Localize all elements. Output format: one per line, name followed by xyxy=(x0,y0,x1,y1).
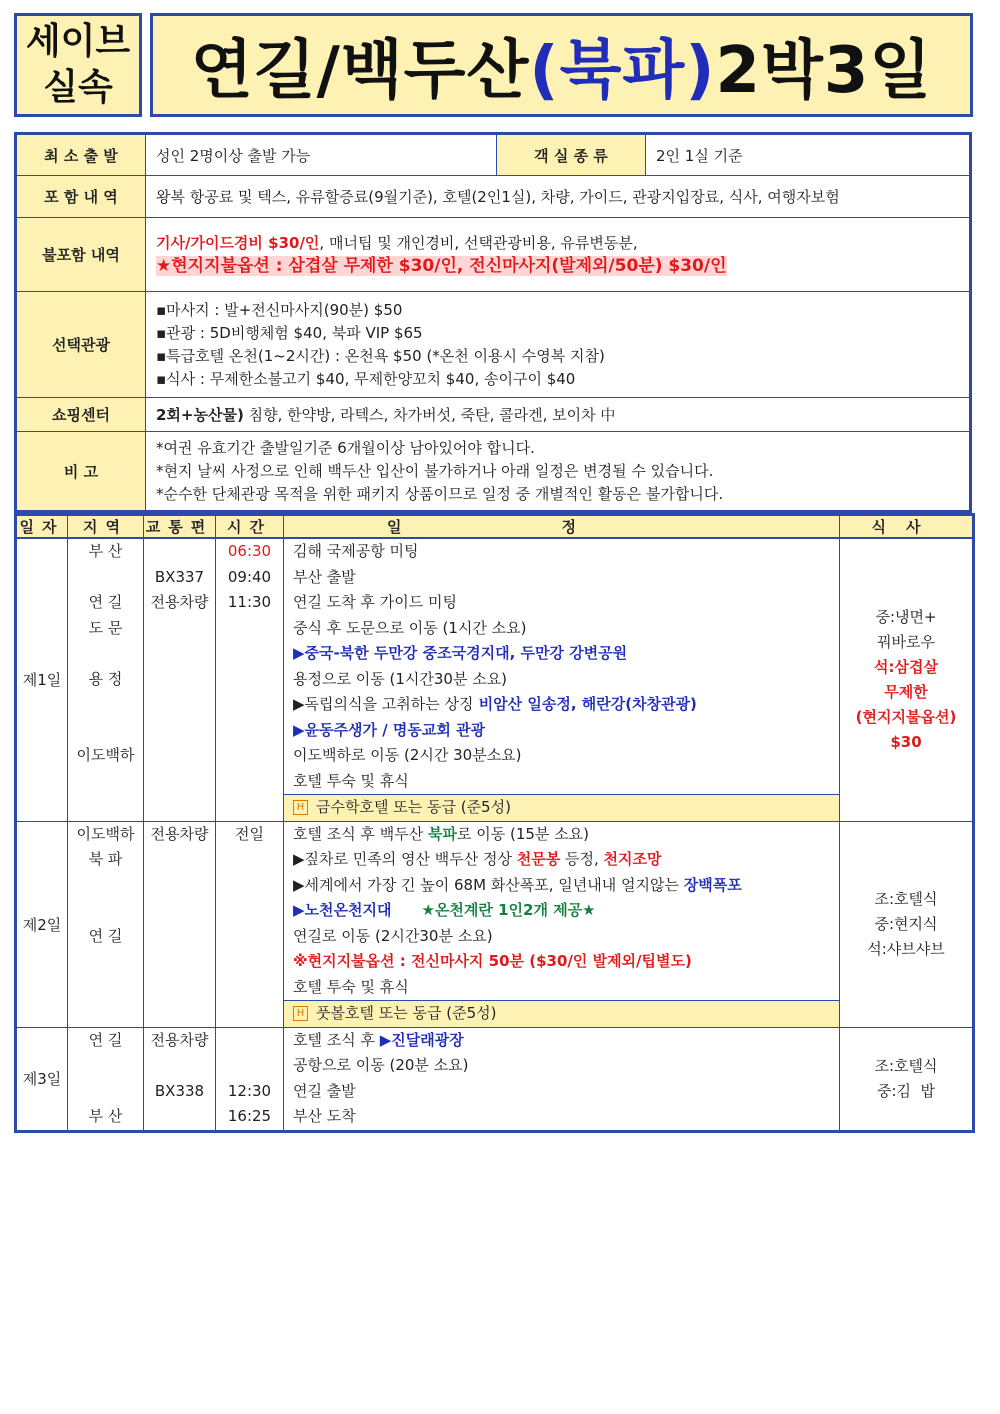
day2-row xyxy=(16,821,974,1027)
day-transport xyxy=(144,538,216,821)
day3-row xyxy=(16,1027,974,1131)
transport xyxy=(144,539,215,565)
transport: 전용차량 xyxy=(150,593,209,611)
time xyxy=(216,1053,283,1079)
itinerary-item: 호텔 투숙 및 휴식 xyxy=(293,977,409,996)
col-header-itinerary: 일정 xyxy=(284,515,840,539)
meal: $30 xyxy=(890,732,922,751)
col-header-day: 일자 xyxy=(16,515,68,539)
itinerary-item: ▶세계에서 가장 긴 높이 68M 화산폭포, 일년내내 얼지않는 장백폭포 xyxy=(293,875,742,894)
meal: 중:김 밥 xyxy=(876,1081,936,1100)
meal: 무제한 xyxy=(884,682,928,701)
hotel-h-icon: H xyxy=(293,800,308,815)
shopping-label: 쇼핑센터 xyxy=(16,398,146,432)
shopping-items: 침향, 한약방, 라텍스, 차가버섯, 죽탄, 콜라겐, 보이차 中 xyxy=(243,406,616,424)
time: 09:40 xyxy=(227,567,272,586)
region: 이도백하 xyxy=(76,824,135,843)
transport: 전용차량 xyxy=(150,1030,209,1049)
flight-number: BX338 xyxy=(154,1081,205,1100)
option-item: ▪특급호텔 온천(1~2시간) : 온천욕 $50 (*온천 이용시 수영복 지참) xyxy=(156,346,605,365)
day-regions xyxy=(68,538,144,821)
hotel-row xyxy=(284,1000,839,1027)
meal: 조:호텔식 xyxy=(874,889,938,908)
product-badge xyxy=(14,13,142,117)
day-times xyxy=(216,821,284,1027)
meal: 석:삼겹살 xyxy=(874,657,938,676)
day-meals xyxy=(840,1027,974,1131)
time: 06:30 xyxy=(227,542,272,560)
includes-label: 포 함 내 역 xyxy=(16,176,146,218)
note-item: *여권 유효기간 출발일기준 6개월이상 남아있어야 합니다. xyxy=(156,438,535,457)
excludes-rest: , 매너팁 및 개인경비, 선택관광비용, 유류변동분, xyxy=(319,233,638,252)
shopping-count: 2회+농산물) xyxy=(156,406,244,424)
meal: (현지지불옵션) xyxy=(855,707,957,726)
itinerary-item: ▶노천온천지대 ★온천계란 1인2개 제공★ xyxy=(293,901,596,919)
excludes-guide-fee: 기사/가이드경비 $30/인 xyxy=(156,233,320,252)
day-meals xyxy=(840,538,974,821)
hotel-name: 풋볼호텔 또는 동급 (준5성) xyxy=(316,1004,497,1022)
meal: 꿔바로우 xyxy=(877,632,935,651)
itinerary-item: 호텔 조식 후 백두산 북파로 이동 (15분 소요) xyxy=(293,824,590,843)
meal: 조:호텔식 xyxy=(874,1056,938,1075)
time: 11:30 xyxy=(227,593,272,611)
itinerary-item: 호텔 투숙 및 휴식 xyxy=(293,771,409,790)
note-item: *현지 날씨 사정으로 인해 백두산 입산이 불가하거나 아래 일정은 변경될 수 있습니다. xyxy=(156,461,714,480)
itinerary-item: 부산 도착 xyxy=(293,1107,356,1125)
hotel-row xyxy=(284,794,839,821)
region xyxy=(68,641,143,667)
region: 부 산 xyxy=(88,1107,123,1125)
itinerary-item: ※현지지불옵션 : 전신마사지 50분 ($30/인 발제외/팁별도) xyxy=(293,952,692,970)
note-item: *순수한 단체관광 목적을 위한 패키지 상품이므로 일정 중 개별적인 활동은 불가합니다. xyxy=(156,484,724,503)
region xyxy=(68,718,143,744)
room-type-value: 2인 1실 기준 xyxy=(646,134,971,176)
itinerary-item: ▶독립의식을 고취하는 상징 비암산 일송정, 해란강(차창관광) xyxy=(293,695,697,713)
hotel-name: 금수학호텔 또는 동급 (준5성) xyxy=(316,798,511,816)
flight-number: BX337 xyxy=(154,567,205,586)
itinerary-item: 호텔 조식 후 ▶진달래광장 xyxy=(293,1030,464,1049)
notes-label: 비 고 xyxy=(16,432,146,512)
excludes-local-options: ★현지지불옵션 : 삼겹살 무제한 $30/인, 전신마사지(발제외/50분) $30/인 xyxy=(156,255,727,276)
region: 이도백하 xyxy=(76,746,135,764)
region xyxy=(68,873,143,899)
excludes-value xyxy=(146,218,971,292)
option-item: ▪식사 : 무제한소불고기 $40, 무제한양꼬치 $40, 송이구이 $40 xyxy=(156,369,576,388)
region: 연 길 xyxy=(88,593,123,611)
itinerary-item: 연길로 이동 (2시간30분 소요) xyxy=(293,926,493,945)
excludes-label: 불포함 내역 xyxy=(16,218,146,292)
meal: 석:샤브샤브 xyxy=(867,939,945,958)
transport: 전용차량 xyxy=(150,824,209,843)
badge-line1: 세이브 xyxy=(25,21,131,62)
itinerary-item: 공항으로 이동 (20분 소요) xyxy=(293,1056,469,1074)
day-regions xyxy=(68,821,144,1027)
region: 도 문 xyxy=(88,618,123,637)
day-label: 제3일 xyxy=(16,1027,68,1131)
col-header-time: 시간 xyxy=(216,515,284,539)
day-meals xyxy=(840,821,974,1027)
region xyxy=(68,692,143,718)
day-itinerary xyxy=(284,821,840,1027)
itinerary-item: 부산 출발 xyxy=(293,567,356,586)
itinerary-item: 연길 출발 xyxy=(293,1081,356,1100)
time xyxy=(216,1028,283,1054)
itinerary-item: ▶짚차로 민족의 영산 백두산 정상 천문봉 등정, 천지조망 xyxy=(293,850,662,868)
col-header-meals: 식사 xyxy=(840,515,974,539)
region: 북 파 xyxy=(88,850,123,868)
itinerary-item: 연길 도착 후 가이드 미팅 xyxy=(293,593,457,611)
itinerary-item: 김해 국제공항 미팅 xyxy=(293,542,419,560)
region: 부 산 xyxy=(88,542,123,560)
region xyxy=(68,1079,143,1105)
region: 용 정 xyxy=(88,669,123,688)
options-label: 선택관광 xyxy=(16,292,146,398)
page-title xyxy=(150,13,973,117)
day-times xyxy=(216,538,284,821)
region xyxy=(68,898,143,924)
time: 전일 xyxy=(235,824,264,843)
day-label: 제2일 xyxy=(16,821,68,1027)
badge-line2: 실속 xyxy=(43,67,113,108)
time: 16:25 xyxy=(227,1107,272,1125)
shopping-value xyxy=(146,398,971,432)
min-departure-value: 성인 2명이상 출발 가능 xyxy=(146,134,497,176)
itinerary-item: 용정으로 이동 (1시간30분 소요) xyxy=(293,669,508,688)
region: 연 길 xyxy=(88,926,123,945)
transport xyxy=(144,1053,215,1079)
schedule-table xyxy=(14,513,975,1133)
includes-value: 왕복 항공료 및 텍스, 유류할증료(9월기준), 호텔(2인1실), 차량, 가이드, 관광지입장료, 식사, 여행자보험 xyxy=(146,176,971,218)
day-times xyxy=(216,1027,284,1131)
day-itinerary xyxy=(284,1027,840,1131)
day1-row xyxy=(16,538,974,821)
meal: 중:현지식 xyxy=(874,914,938,933)
day-transport xyxy=(144,821,216,1027)
room-type-label: 객 실 종 류 xyxy=(497,134,646,176)
min-departure-label: 최 소 출 발 xyxy=(16,134,146,176)
region xyxy=(68,1053,143,1079)
col-header-transport: 교통편 xyxy=(144,515,216,539)
info-table xyxy=(14,132,972,513)
meal: 중:냉면+ xyxy=(875,607,937,626)
day-transport xyxy=(144,1027,216,1131)
title-highlight: (북파) xyxy=(529,34,716,108)
option-item: ▪마사지 : 발+전신마사지(90분) $50 xyxy=(156,300,403,319)
itinerary-item: ▶중국-북한 두만강 중조국경지대, 두만강 강변공원 xyxy=(293,644,628,662)
title-duration: 2박3일 xyxy=(715,34,933,108)
day-regions xyxy=(68,1027,144,1131)
day-label: 제1일 xyxy=(16,538,68,821)
itinerary-item: 이도백하로 이동 (2시간 30분소요) xyxy=(293,746,522,764)
hotel-h-icon: H xyxy=(293,1006,308,1021)
col-header-region: 지역 xyxy=(68,515,144,539)
day-itinerary xyxy=(284,538,840,821)
itinerary-item: 중식 후 도문으로 이동 (1시간 소요) xyxy=(293,618,527,637)
region: 연 길 xyxy=(88,1030,123,1049)
options-list xyxy=(146,292,971,398)
time: 12:30 xyxy=(227,1081,272,1100)
region xyxy=(68,565,143,591)
option-item: ▪관광 : 5D비행체험 $40, 북파 VIP $65 xyxy=(156,323,423,342)
notes-list xyxy=(146,432,971,512)
title-main: 연길/백두산 xyxy=(190,34,530,108)
itinerary-item: ▶윤동주생가 / 명동교회 관광 xyxy=(293,720,486,739)
